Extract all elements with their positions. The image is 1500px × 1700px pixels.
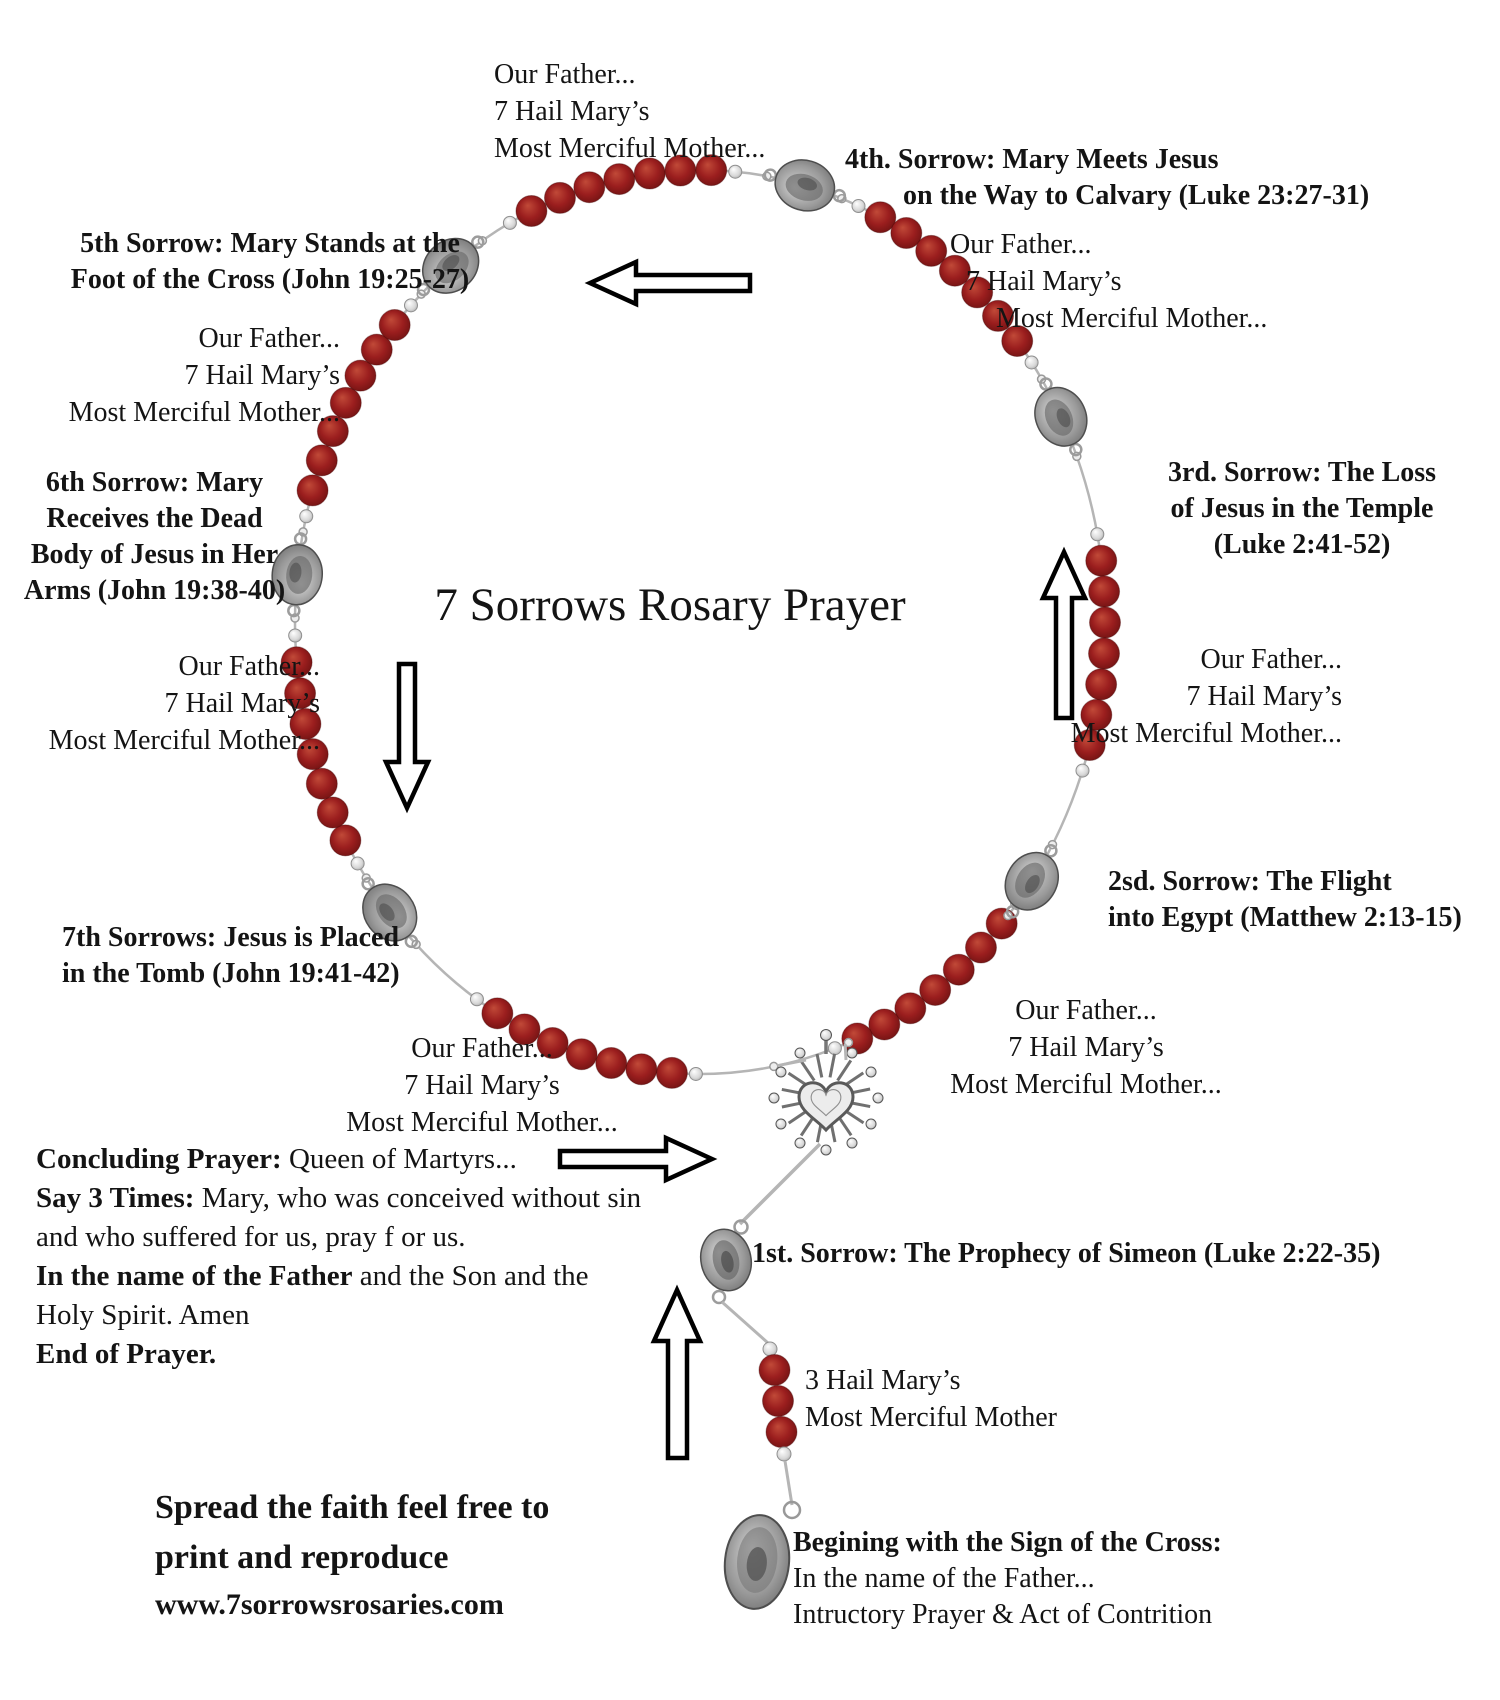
rosary-bead [759, 1355, 790, 1386]
beginning-instructions-block: Begining with the Sign of the Cross: In the name of the Father... Intructory Prayer & Act of Contrition [793, 1527, 1222, 1630]
rosary-bead [986, 908, 1017, 939]
rosary-bead [306, 445, 337, 476]
rosary-bead [306, 768, 337, 799]
prayer-block-left-top: Our Father... 7 Hail Mary’s Most Merciful Mother... [68, 323, 340, 428]
rosary-bead [1086, 545, 1117, 576]
prayer-block-bottom-right: Our Father... 7 Hail Mary’s Most Merciful Mother... [950, 995, 1222, 1100]
medal-icon [1021, 369, 1101, 465]
rosary-bead [869, 1009, 900, 1040]
sorrow-3-label: 3rd. Sorrow: The Loss of Jesus in the Temple (Luke 2:41-52) [1167, 457, 1437, 560]
sorrow-5-label: 5th Sorrow: Mary Stands at the Foot of the Cross (John 19:25-27) [70, 228, 470, 295]
rosary-bead [345, 360, 376, 391]
prayer-block-top [494, 56, 765, 167]
silver-spacer-bead [289, 629, 302, 642]
arrow-left-icon [590, 262, 750, 304]
diagram-title: 7 Sorrows Rosary Prayer [434, 579, 906, 631]
silver-spacer-bead [404, 299, 417, 312]
prayer-line: 7 Hail Mary’s [494, 96, 650, 127]
silver-spacer-bead [470, 993, 483, 1006]
rosary-bead [766, 1417, 797, 1448]
website-url: www.7sorrowsrosaries.com [155, 1588, 504, 1621]
prayer-line: Most Merciful Mother... [494, 133, 766, 164]
silver-spacer-bead [1025, 356, 1038, 369]
silver-spacer-bead [689, 1067, 702, 1080]
rosary-bead [965, 932, 996, 963]
silver-spacer-bead [1076, 764, 1089, 777]
silver-spacer-bead [828, 1042, 841, 1055]
silver-spacer-bead [300, 510, 313, 523]
medal-icon [720, 1512, 793, 1612]
rosary-bead [482, 998, 513, 1029]
rosary-bead [544, 182, 575, 213]
rosary-bead [516, 196, 547, 227]
sorrow-7-label: 7th Sorrows: Jesus is Placed in the Tomb (John 19:41-42) [62, 922, 400, 989]
rosary-bead [574, 172, 605, 203]
rosary-bead [330, 825, 361, 856]
silver-spacer-bead [729, 165, 742, 178]
rosary-bead [604, 164, 635, 195]
prayer-block-bottom-left: Our Father... 7 Hail Mary’s Most Merciful Mother... [346, 1033, 618, 1138]
arrow-down-icon [386, 664, 428, 808]
sorrow-6-label: 6th Sorrow: Mary Receives the Dead Body of Jesus in Her Arms (John 19:38-40) [23, 467, 286, 606]
rosary-bead [317, 797, 348, 828]
sorrow-2-label: 2sd. Sorrow: The Flight into Egypt (Matthew 2:13-15) [1108, 866, 1462, 933]
silver-spacer-bead [503, 216, 516, 229]
sorrow-1-label: 1st. Sorrow: The Prophecy of Simeon (Luke 2:22-35) [752, 1238, 1381, 1269]
sorrow-4-label: 4th. Sorrow: Mary Meets Jesus on the Way to Calvary (Luke 23:27-31) [845, 144, 1370, 211]
medal-icon [758, 150, 852, 222]
rosary-bead [1089, 576, 1120, 607]
rosary-bead [895, 993, 926, 1024]
prayer-block-left-mid: Our Father... 7 Hail Mary’s Most Merciful Mother... [48, 651, 320, 756]
bead-group [478, 155, 770, 245]
prayer-block-right-mid: Our Father... 7 Hail Mary’s Most Merciful Mother... [1070, 644, 1342, 749]
footer-credit-block: Spread the faith feel free to print and reproduce www.7sorrowsrosaries.com [155, 1483, 549, 1627]
rosary-bead [1089, 607, 1120, 638]
medal-icon [695, 1224, 757, 1295]
rosary-bead [379, 310, 410, 341]
silver-spacer-bead [351, 857, 364, 870]
rosary-bead [297, 475, 328, 506]
rosary-bead [656, 1057, 687, 1088]
prayer-line: Our Father... [494, 59, 636, 90]
prayer-block-right-top: Our Father... 7 Hail Mary’s Most Merciful Mother... [950, 229, 1268, 334]
silver-spacer-bead [1091, 528, 1104, 541]
rosary-bead [763, 1386, 794, 1417]
concluding-prayer-block: Concluding Prayer: Queen of Martyrs... Say 3 Times: Mary, who was conceived without sin and who suffered for us, pray f or us. In the name of the Father and the Son and the Holy Spirit. Amen End of Prayer. [36, 1143, 642, 1370]
pendant-prayer-block: 3 Hail Mary’s Most Merciful Mother [805, 1365, 1057, 1433]
